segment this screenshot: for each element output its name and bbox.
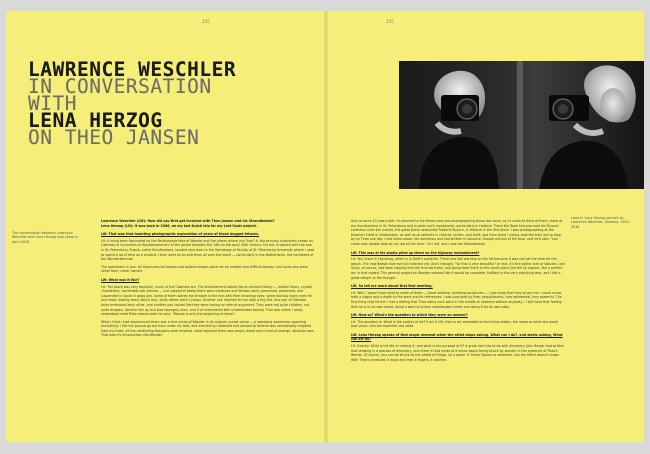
title-line-with: WITH bbox=[28, 92, 77, 115]
interview-question: LW: What was it like? bbox=[101, 277, 140, 282]
left-caption: The conversation between Lawrence Weschler and Lena Herzog took place in April 2016. bbox=[12, 231, 79, 244]
interview-paragraph: LH: The question is: What is the project of art? If art is life, then is art embodied as the living matter, the same as when the world took place, into the essential raw state. bbox=[351, 319, 559, 329]
page-gutter bbox=[324, 11, 328, 442]
interview-question: LW: So tell me more about that first meeting. bbox=[351, 284, 433, 289]
magazine-spread bbox=[6, 11, 644, 442]
title-author: LAWRENCE WESCHLER bbox=[28, 58, 237, 81]
interview-paragraph: What I think I had experienced there was a true sense of Wonder in its original, purest sense — a sweeping awareness spanning everything. I felt the ground go out from under my feet, and everything I believed and wanted to believe was immediately emptied from my head. All the comforting thoughts were emptied, what replaced them was simply dread and a kind of strange, absolute awe. That was my introduction into Wonder. bbox=[101, 319, 315, 338]
interview-question: LW: That was that haunting photographic exploration of years of those bagged fetuses. bbox=[101, 232, 260, 237]
interview-paragraph: LH: The place was very beautiful, much of the Cabinets are. The Kunstkamera looked like an ancient library — marble floors, crystal chandeliers, handmade oak shelves — but instead of books there were creatures and fetuses eerily preserved, preserved, and suspended in liquid in glass jars. Some of them stared me straight in the eye with their unseeing eyes; some had too many eyes for one head; looking every which way, while others were Cyclops. Another one reached for me with a tiny fist. One pair of Siamese twins embraced each other, and another pair looked like they were having an eternal argument. They were not quite children, not quite dragons, familiar like us, but also strangely alien, and it all shimmered with unbelievable beauty. That was where I really understood what Rilke meant when he said, "Beauty is only the beginning of terror". bbox=[101, 284, 313, 317]
interview-paragraph: And so some 20 years later I'd returned to the theme and was photographing those lost souls, as I'd come to think of them, there at the Kunstkamera in St. Petersburg and in other such repositories, particularly in Holland. There the Rosti had procured the Ruysch collection from the master, the great Dutch anatomist Frederik Ruysch, in Holland in the first place. I was photographing at the Museum Vrolik in Amsterdam, as well as at cabinets in Utrecht, Leiden, and Delft, and from there I simply took the train out to drop by on Theo one day. I had heard about him somehow and had written in advance, though still out of the blue, and he'd said, "Just come over people drop by my lab all the time." So I did, and I saw the Strandbeests. bbox=[351, 219, 563, 246]
interview-paragraph: LH: It bring been fascinated by the Renaissance idea of Wonder and the places where you "had" it: the princely collections known as Cabinets of Curiosities or Wunderkammern of the period between the 16th to the early 20th century. For me, it started with the one in St. Petersburg, Russia, called Kunstkamera, located next door to the Hermitage at Faculty of St. Petersburg University where I used to spend a lot of time as a student. I then went on to visit them all over the world — particularly in the Netherlands, the homeland of the Wunderkammer. bbox=[101, 238, 315, 262]
interview-paragraph: LH: Yes, there in Ypenburg, which is in Delft's outskirts. There was still working on the hill because it was not yet the time for the beach. The new Beests had not fully hatched yet. And I thought, "So this is very beautiful." In fact, it's the lighter side of Wonder. Lost Souls, of course, had been tapping into the true darkness, and going from there to this sunlit place just felt so organic, like a perfect arc in that regard. The general project on Wonder seemed like it would be complete, fulfilled in this very satisfying way, and I felt a great delight at the thought. bbox=[351, 257, 565, 280]
interview-question: LW: This was at his studio piled up there on the highway embankment? bbox=[351, 250, 480, 255]
photo-caption: Lena H. Lena Herzog portrait by Lawrence Weschler, Sonoma, 2015-2016 bbox=[571, 216, 631, 229]
interview-question: LW: Lena Herzog speaks of that magic moment when the artist stops asking, What can I do?, and starts asking, What can art do? bbox=[351, 332, 563, 342]
title-interviewee: LENA HERZOG bbox=[28, 109, 163, 132]
left-column-body bbox=[101, 232, 315, 338]
left-page-number: 255 bbox=[202, 19, 210, 24]
portrait-photo bbox=[399, 61, 644, 189]
intro-question: Lawrence Weschler (LW): How did you first get involved with Theo Jansen and his Strandbeests? bbox=[101, 219, 275, 223]
interview-paragraph: LH: Well, I wasn't sure what to make of them — these walking, tumbling sculptures — I just knew that they struck me. I could sense both a vague and a depth to the work and its references. I was surprised by their exquisiteness, how ephemeral, how powerful. The first thing that hit me: I had a feeling that Theo doing such work in the middle of nowhere without anybody... I still have that feeling that he is in his own world, doing a work of primal unbelievable intent and doing it for its own sake. bbox=[351, 290, 562, 309]
interview-paragraph: The specimens in jars. All those peculiar beasts and twisted shapes gave me an endless and difficult beauty. Lost souls who were never born, never named. bbox=[101, 264, 308, 274]
interview-paragraph: LH: Exactly. What is the life of making it, and what is the purpose of it? A great deal has to do with discovery. John Berger had written that drawing is a process of discovery, and there is that sense of a sense about being struck by wonder in the presence of Theo's Beests. Of course, you can be struck by the veiled of things, by a parlor in Times Square or whatever, but the effect doesn't linger. With Theo's creatures it stays and then it lingers, it catches. bbox=[351, 344, 565, 362]
right-column bbox=[351, 219, 565, 365]
article-title bbox=[28, 58, 237, 149]
photo-illustration bbox=[399, 61, 644, 189]
title-line-in-conversation: IN CONVERSATION bbox=[28, 75, 212, 98]
left-column bbox=[101, 219, 315, 341]
interview-question: LW: How so? What's the question to which they were an answer? bbox=[351, 313, 468, 318]
right-page-number: 255 bbox=[386, 19, 394, 24]
title-subject: ON THEO JANSEN bbox=[28, 126, 200, 149]
right-column-body bbox=[351, 219, 565, 362]
intro-answer: Lena Herzog (LH): It was back in 2006, on my last Dutch trip for my Lost Souls project. bbox=[101, 223, 258, 228]
